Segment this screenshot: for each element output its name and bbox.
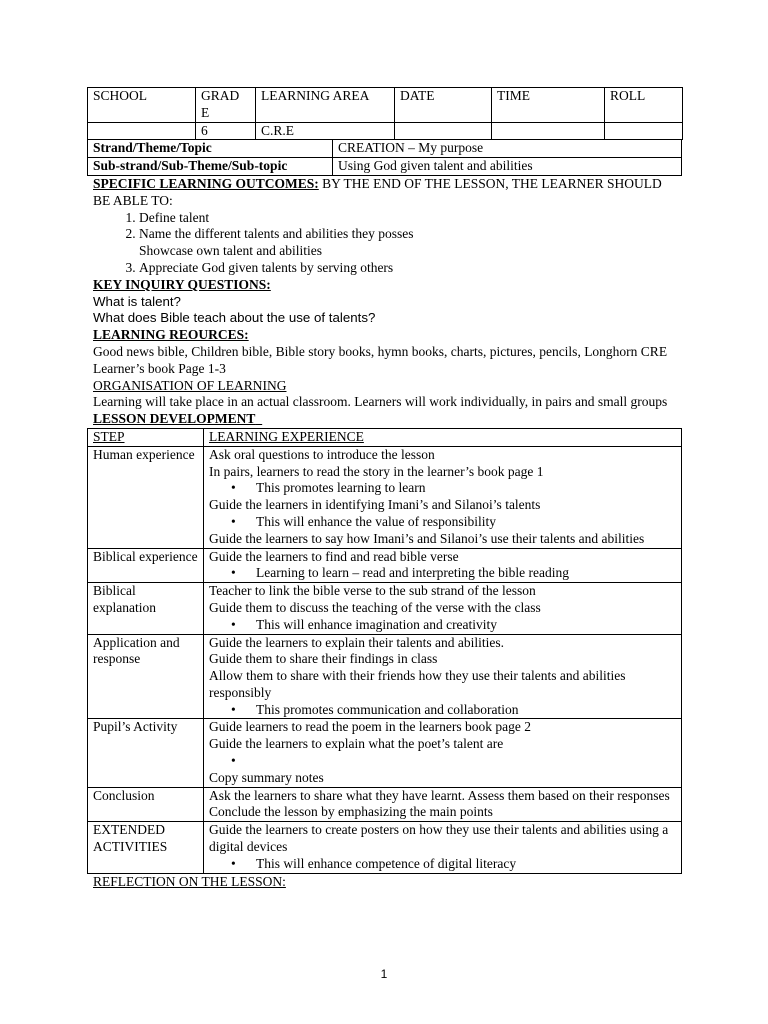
experience-cell: Ask the learners to share what they have learnt. Assess them based on their responses Conclude the lesson by emphasizing the main points xyxy=(204,787,682,822)
resources-heading: LEARNING REOURCES: xyxy=(93,327,249,343)
step-cell: Biblical experience xyxy=(88,548,204,583)
table-row xyxy=(88,787,682,822)
date-value xyxy=(395,122,492,140)
table-row xyxy=(88,548,682,583)
col-experience-header: LEARNING EXPERIENCE xyxy=(204,428,682,446)
outcome-item: 3. Appreciate God given talents by serving others xyxy=(139,260,682,277)
strand-table xyxy=(87,139,682,176)
development-table xyxy=(87,428,682,874)
table-header-row xyxy=(88,428,682,446)
organisation-text: Learning will take place in an actual classroom. Learners will work individually, in pairs and small groups xyxy=(93,394,668,410)
col-step-header: STEP xyxy=(88,428,204,446)
outcome-item: 1. Define talent xyxy=(139,210,682,227)
outcomes-section xyxy=(87,176,682,210)
substrand-label: Sub-strand/Sub-Theme/Sub-topic xyxy=(88,158,333,176)
outcomes-heading: SPECIFIC LEARNING OUTCOMES: xyxy=(93,175,319,191)
inquiry-question-2: What does Bible teach about the use of talents? xyxy=(93,310,376,326)
outcome-extra-line: Showcase own talent and abilities xyxy=(139,243,322,259)
roll-value xyxy=(605,122,683,140)
reflection-heading: REFLECTION ON THE LESSON: xyxy=(93,873,286,889)
step-cell: Conclusion xyxy=(88,787,204,822)
time-value xyxy=(492,122,605,140)
table-row xyxy=(88,634,682,719)
experience-cell: Guide the learners to find and read bible verse • Learning to learn – read and interpreting the bible reading xyxy=(204,548,682,583)
page-number: 1 xyxy=(380,967,388,981)
experience-cell: Guide the learners to create posters on how they use their talents and abilities using a digital devices • This will enhance competence of digital literacy xyxy=(204,822,682,873)
step-cell: Human experience xyxy=(88,446,204,548)
grade-value: 6 xyxy=(196,122,256,140)
time-label: TIME xyxy=(492,88,605,123)
resources-text: Good news bible, Children bible, Bible story books, hymn books, charts, pictures, pencils, Longhorn CRE Learner’s book Page 1-3 xyxy=(93,343,668,376)
inquiry-heading: KEY INQUIRY QUESTIONS: xyxy=(93,276,271,292)
date-label: DATE xyxy=(395,88,492,123)
empty-bullet xyxy=(231,753,676,770)
outcomes-intro: BY THE END OF THE LESSON, THE LEARNER SHOULD BE ABLE TO: xyxy=(93,175,662,208)
step-cell: Application and response xyxy=(88,634,204,719)
organisation-heading: ORGANISATION OF LEARNING xyxy=(93,377,287,393)
experience-cell: Guide the learners to explain their talents and abilities. Guide them to share their findings in class Allow them to share with their friends how they use their talents and abilities responsibly • This promotes communication and collaboration xyxy=(204,634,682,719)
grade-label: GRAD E xyxy=(196,88,256,123)
learning-area-value: C.R.E xyxy=(256,122,395,140)
header-table xyxy=(87,87,683,140)
substrand-value: Using God given talent and abilities xyxy=(333,158,682,176)
table-row xyxy=(88,583,682,634)
step-cell: Biblical explanation xyxy=(88,583,204,634)
strand-value: CREATION – My purpose xyxy=(333,140,682,158)
learning-area-label: LEARNING AREA xyxy=(256,88,395,123)
inquiry-question-1: What is talent? xyxy=(93,293,181,309)
step-cell: EXTENDED ACTIVITIES xyxy=(88,822,204,873)
lesson-plan-page xyxy=(87,87,682,890)
school-value xyxy=(88,122,196,140)
school-label: SCHOOL xyxy=(88,88,196,123)
strand-label: Strand/Theme/Topic xyxy=(88,140,333,158)
experience-cell: Guide learners to read the poem in the learners book page 2 Guide the learners to explain what the poet’s talent are • Copy summary notes xyxy=(204,719,682,787)
experience-cell: Ask oral questions to introduce the lesson In pairs, learners to read the story in the learner’s book page 1 • This promotes learning to learn Guide the learners in identifying Imani’s and Silanoi’s talents • This will enhance the value of responsibility Guide the learners to say how Imani’s and Silanoi’s use their talents and abilities xyxy=(204,446,682,548)
step-cell: Pupil’s Activity xyxy=(88,719,204,787)
outcomes-list xyxy=(87,210,682,277)
table-row xyxy=(88,446,682,548)
experience-cell: Teacher to link the bible verse to the sub strand of the lesson Guide them to discuss the teaching of the verse with the class • This will enhance imagination and creativity xyxy=(204,583,682,634)
table-row xyxy=(88,822,682,873)
table-row xyxy=(88,719,682,787)
development-heading: LESSON DEVELOPMENT xyxy=(93,411,256,427)
outcome-item: 2. Name the different talents and abilities they posses Showcase own talent and abilities xyxy=(139,226,682,260)
roll-label: ROLL xyxy=(605,88,683,123)
